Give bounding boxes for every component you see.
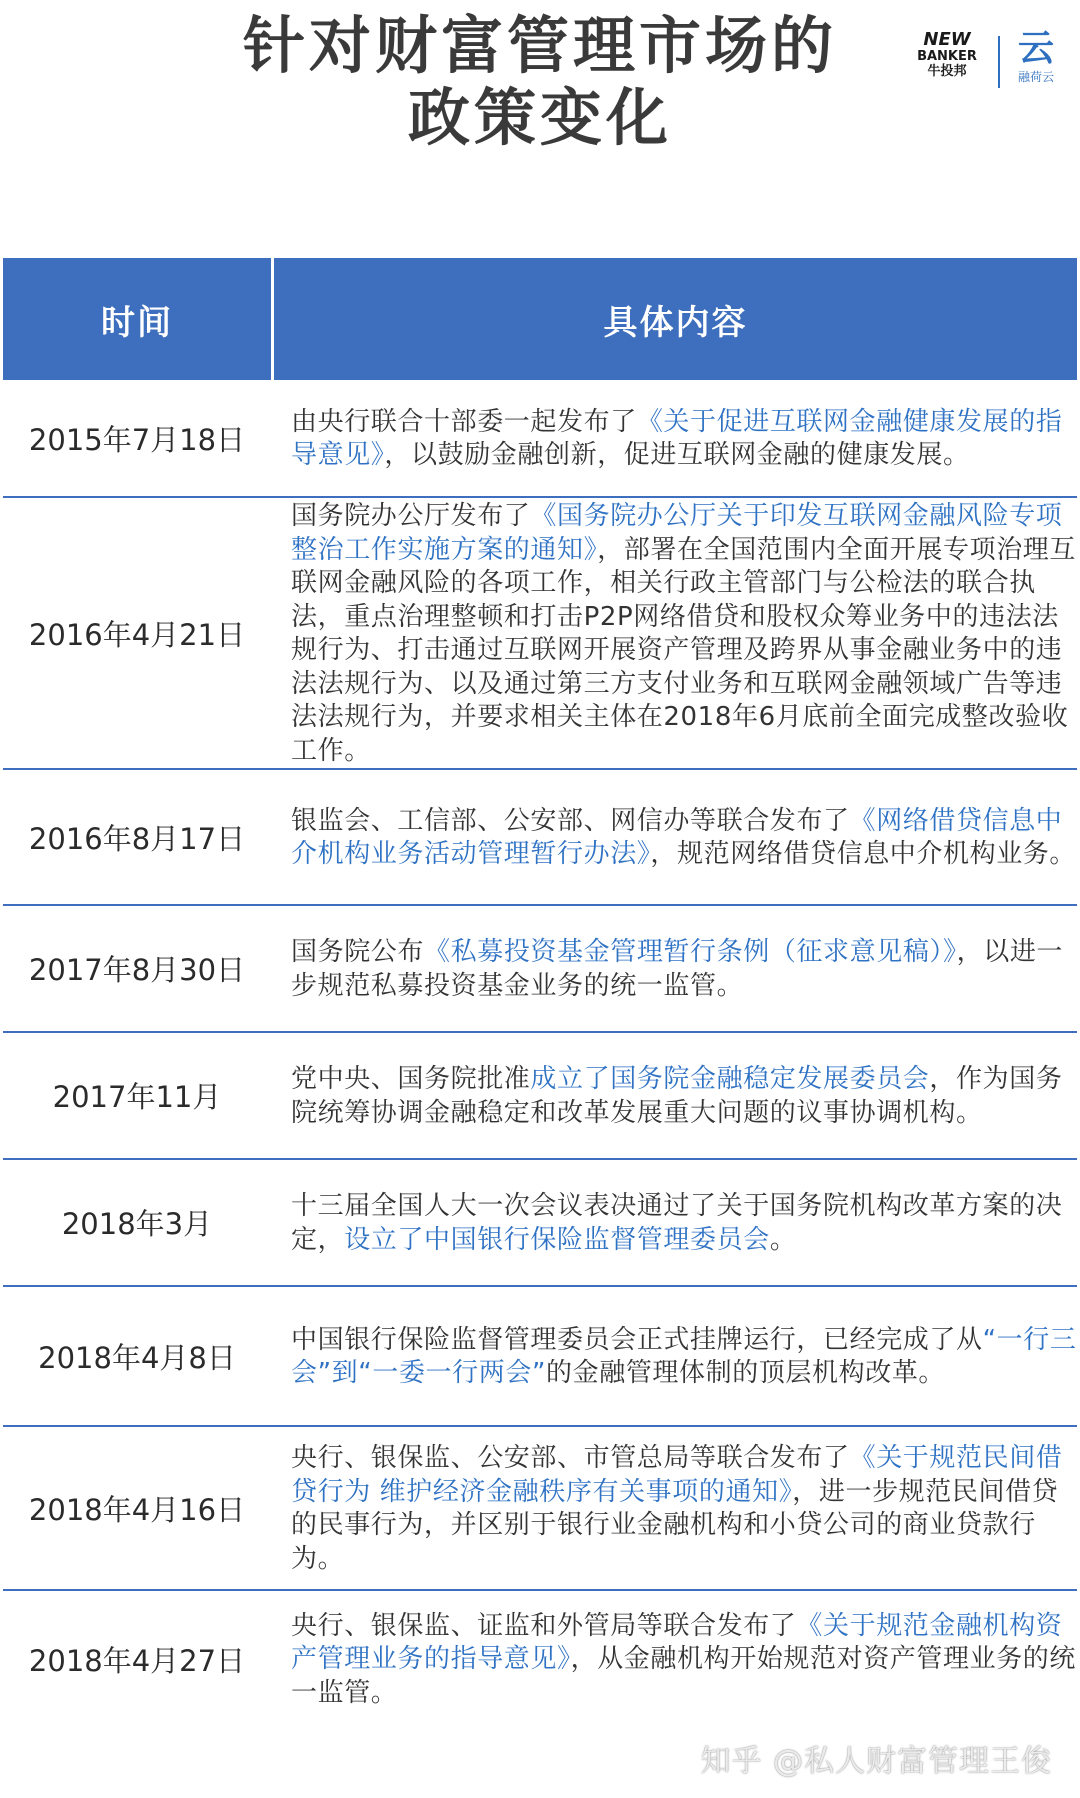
- row-date: 2015年7月18日: [28, 422, 246, 457]
- newbanker-logo: [912, 30, 982, 80]
- row-content: [274, 1160, 1077, 1285]
- newbanker-logo-mid: BANKER: [917, 49, 977, 64]
- cloud-logo-cn: 融荷云: [1017, 70, 1054, 84]
- cloud-icon: 云: [1017, 28, 1054, 69]
- policy-title: 设立了中国银行保险监督管理委员会: [344, 1224, 770, 1255]
- row-text: ，以进一步规范私募投资基金业务的统一监管。: [291, 937, 1064, 1001]
- table-row: [3, 380, 1077, 498]
- title-line-2: 政策变化: [407, 81, 672, 154]
- row-date: 2018年4月27日: [28, 1643, 246, 1678]
- table-row: [3, 1287, 1077, 1427]
- table-row: [3, 906, 1077, 1033]
- newbanker-logo-top: NEW: [923, 29, 971, 50]
- row-content: [274, 1033, 1077, 1158]
- header-date: 时间: [3, 258, 271, 380]
- row-text: ，作为国务院统筹协调金融稳定和改革发展重大问题的议事协调机构。: [291, 1064, 1063, 1128]
- table-row: [3, 1160, 1077, 1287]
- row-date: 2016年4月21日: [28, 617, 246, 652]
- row-content: [274, 1287, 1077, 1425]
- title-line-1: 针对财富管理市场的: [242, 9, 837, 82]
- row-text: 党中央、国务院批准: [291, 1064, 531, 1094]
- row-text: 由央行联合十部委一起发布了: [291, 406, 637, 437]
- row-text: 国务院办公厅发布了: [291, 501, 531, 531]
- table-row: [3, 1033, 1077, 1160]
- policy-title: “一行三会”到“一委一行两会”: [291, 1324, 1077, 1388]
- row-date: 2016年8月17日: [28, 821, 246, 856]
- row-text: 央行、银保监、证监和外管局等联合发布了: [291, 1610, 797, 1641]
- watermark: 知乎 @私人财富管理王俊: [700, 1744, 1052, 1779]
- policy-title: 成立了国务院金融稳定发展委员会: [530, 1064, 930, 1094]
- row-text: ，以鼓励金融创新，促进互联网金融的健康发展。: [384, 440, 970, 470]
- row-text: 国务院公布: [291, 937, 425, 967]
- row-text: 。: [769, 1224, 797, 1255]
- row-text: ，进一步规范民间借贷的民事行为，并区别于银行业金融机构和小贷公司的商业贷款行为。: [291, 1476, 1059, 1574]
- cloud-logo: [1010, 28, 1062, 84]
- policy-title: 《关于促进互联网金融健康发展的指导意见》: [291, 406, 1063, 470]
- logo-divider: [998, 36, 1000, 88]
- row-text: ，部署在全国范围内全面开展专项治理互联网金融风险的各项工作，相关行政主管部门与公检法的联合执法，重点治理整顿和打击P2P网络借贷和股权众筹业务中的违法法规行为、打击通过互联网开展资产管理及跨界从事金融业务中的违法法规行为、以及通过第三方支付业务和互联网金融领域广告等违法法规行为，并要求相关主体在2018年6月底前全面完成整改验收工作。: [291, 534, 1077, 766]
- newbanker-logo-cn: 牛投邦: [927, 64, 967, 79]
- table-row: [3, 498, 1077, 770]
- policy-title: 《关于规范金融机构资产管理业务的指导意见》: [291, 1610, 1063, 1675]
- row-text: 中国银行保险监督管理委员会正式挂牌运行，已经完成了从: [291, 1324, 983, 1355]
- table-header: [3, 258, 1077, 380]
- row-content: [274, 498, 1077, 768]
- row-text: ，规范网络借贷信息中介机构业务。: [650, 839, 1077, 869]
- row-content: [274, 1427, 1077, 1589]
- row-text: 央行、银保监、公安部、市管总局等联合发布了: [291, 1443, 850, 1473]
- header-content: 具体内容: [274, 258, 1077, 380]
- policy-title: 《网络借贷信息中介机构业务活动管理暂行办法》: [291, 805, 1063, 869]
- table-row: [3, 1591, 1077, 1727]
- row-date: 2017年8月30日: [28, 953, 246, 987]
- row-date: 2018年3月: [61, 1207, 213, 1241]
- row-text: 银监会、工信部、公安部、网信办等联合发布了: [291, 805, 850, 836]
- row-date: 2018年4月16日: [28, 1492, 246, 1527]
- row-date: 2017年11月: [52, 1080, 222, 1114]
- row-date: 2018年4月8日: [38, 1340, 236, 1375]
- row-content: [274, 770, 1077, 904]
- row-content: [274, 380, 1077, 496]
- policy-table: [3, 258, 1077, 1727]
- policy-title: 《国务院办公厅关于印发互联网金融风险专项整治工作实施方案的通知》: [291, 501, 1063, 565]
- table-row: [3, 770, 1077, 906]
- row-content: [274, 906, 1077, 1031]
- policy-title: 《关于规范民间借贷行为 维护经济金融秩序有关事项的通知》: [291, 1443, 1063, 1507]
- row-text: 十三届全国人大一次会议表决通过了关于国务院机构改革方案的决定，: [291, 1191, 1063, 1255]
- logo-group: [912, 22, 1062, 92]
- row-content: [274, 1591, 1077, 1727]
- row-text: ，从金融机构开始规范对资产管理业务的统一监管。: [291, 1644, 1077, 1708]
- policy-title: 《私募投资基金管理暂行条例（征求意见稿）》: [424, 937, 957, 967]
- table-row: [3, 1427, 1077, 1591]
- row-text: 的金融管理体制的顶层机构改革。: [546, 1358, 946, 1388]
